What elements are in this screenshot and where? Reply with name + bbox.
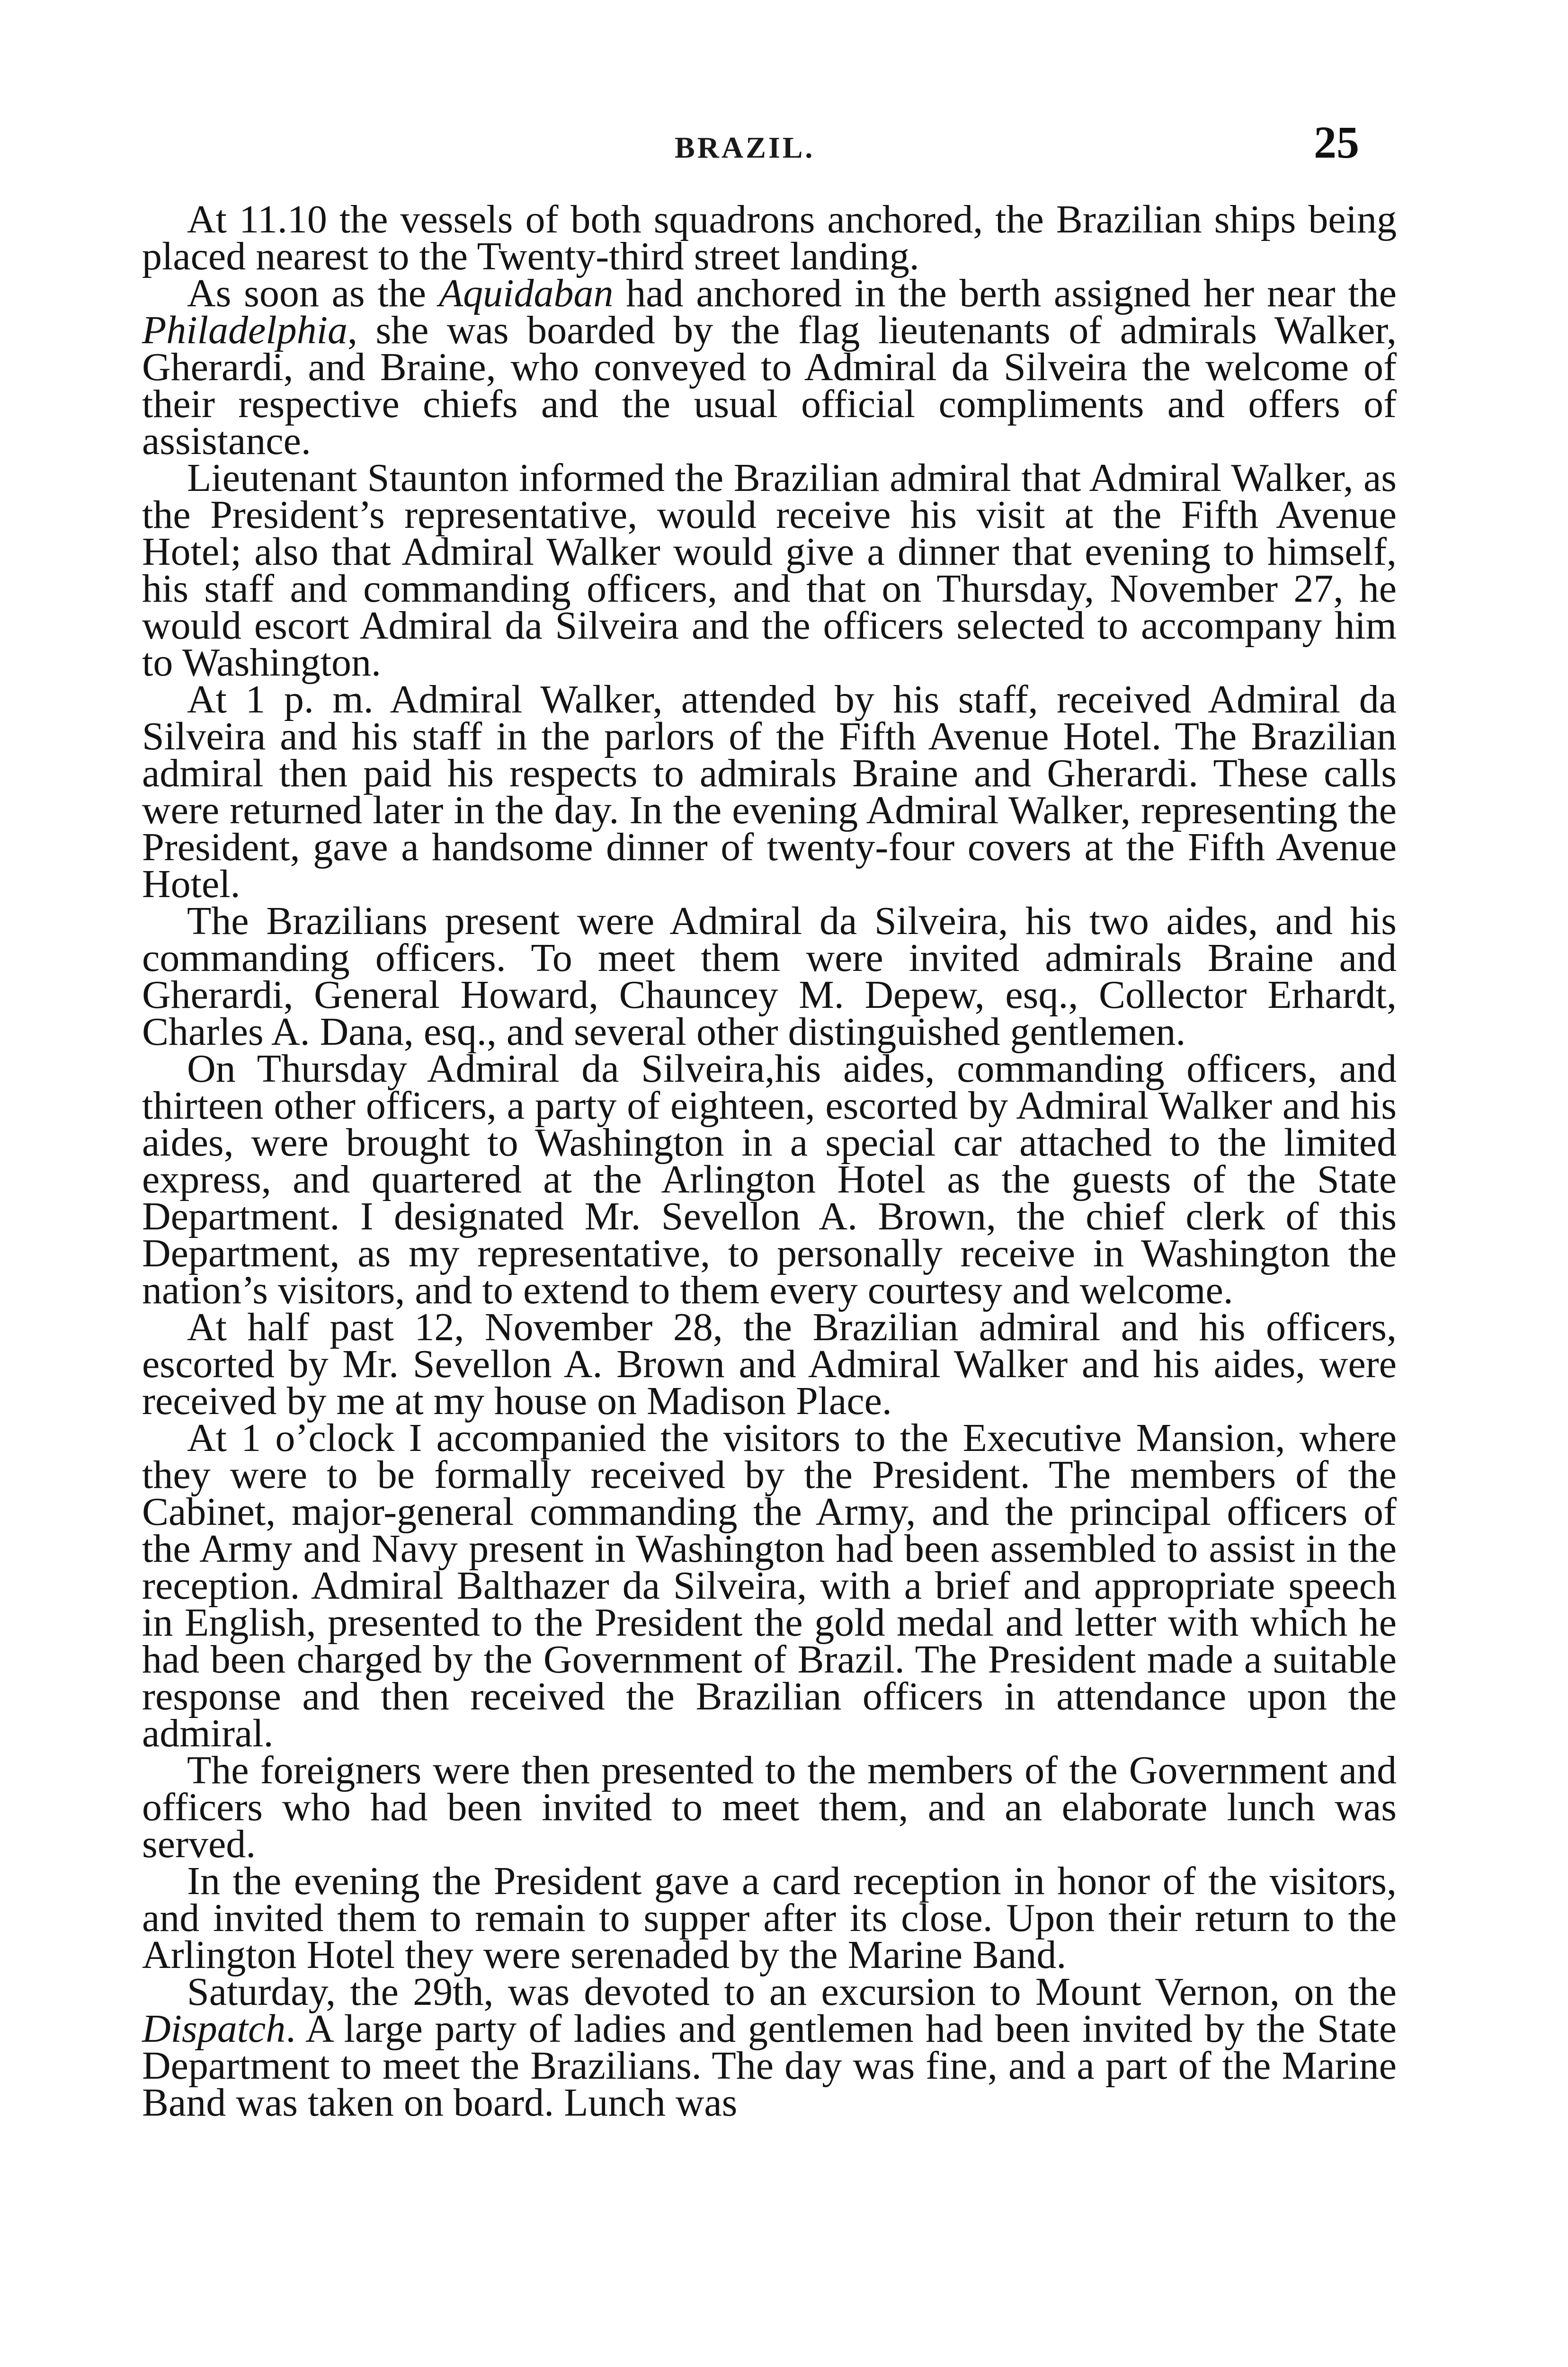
paragraph bbox=[142, 1748, 1397, 1866]
text-run: In the evening the President gave a card reception in honor of the visitors, and invited them to remain to supper after its close. Upon their return to the Arlington Hotel they were serenaded by the Marine Band. bbox=[142, 1859, 1397, 1977]
paragraph bbox=[142, 899, 1397, 1054]
text-run: At half past 12, November 28, the Brazilian admiral and his officers, escorted by Mr. Sevellon A. Brown and Admiral Walker and his aides, were received by me at my house on Madison Place. bbox=[142, 1305, 1397, 1423]
paragraph bbox=[142, 677, 1397, 906]
text-run: The foreigners were then presented to the members of the Government and officers who had been invited to meet them, and an elaborate lunch was served. bbox=[142, 1748, 1397, 1866]
paragraph bbox=[142, 1305, 1397, 1423]
text-run: At 1 p. m. Admiral Walker, attended by his staff, received Admiral da Silveira and his staff in the parlors of the Fifth Avenue Hotel. The Brazilian admiral then paid his respects to admirals Braine and Gherardi. These calls were returned later in the day. In the evening Admiral Walker, representing the President, gave a handsome dinner of twenty-four covers at the Fifth Avenue Hotel. bbox=[142, 677, 1397, 906]
italic-text: Dispatch bbox=[142, 2007, 286, 2051]
text-run: At 11.10 the vessels of both squadrons anchored, the Brazilian ships being placed nearest to the Twenty-third street landing. bbox=[142, 197, 1397, 278]
text-run: Saturday, the 29th, was devoted to an excursion to Mount Vernon, on the bbox=[187, 1970, 1397, 2014]
paragraph bbox=[142, 271, 1397, 463]
paragraph bbox=[142, 456, 1397, 685]
text-run: The Brazilians present were Admiral da Silveira, his two aides, and his commanding officers. To meet them were invited admirals Braine and Gherardi, General Howard, Chauncey M. Depew, esq., Collector Erhardt, Charles A. Dana, esq., and several other distinguished gentlemen. bbox=[142, 899, 1397, 1054]
text-run: On Thursday Admiral da Silveira,his aides, commanding officers, and thirteen other officers, a party of eighteen, escorted by Admiral Walker and his aides, were brought to Washington in a special car attached to the limited express, and quartered at the Arlington Hotel as the guests of the State Department. I designated Mr. Sevellon A. Brown, the chief clerk of this Department, as my representative, to personally receive in Washington the nation’s visitors, and to extend to them every courtesy and welcome. bbox=[142, 1047, 1397, 1312]
paragraph bbox=[142, 1416, 1397, 1755]
paragraph bbox=[142, 1970, 1397, 2125]
paragraph bbox=[142, 1047, 1397, 1312]
body-text bbox=[142, 197, 1397, 2125]
text-run: As soon as the bbox=[187, 271, 439, 315]
text-run: At 1 o’clock I accompanied the visitors to the Executive Mansion, where they were to be formally received by the President. The members of the Cabinet, major-general commanding the Army, and the principal officers of the Army and Navy present in Washington had been assembled to assist in the reception. Admiral Balthazer da Silveira, with a brief and appropriate speech in English, presented to the President the gold medal and letter with which he had been charged by the Government of Brazil. The President made a suitable response and then received the Brazilian officers in attendance upon the admiral. bbox=[142, 1416, 1397, 1755]
text-run: . A large party of ladies and gentlemen had been invited by the State Department to meet the Brazilians. The day was fine, and a part of the Marine Band was taken on board. Lunch was bbox=[142, 2007, 1397, 2125]
text-run: Lieutenant Staunton informed the Brazilian admiral that Admiral Walker, as the President’s representative, would receive his visit at the Fifth Avenue Hotel; also that Admiral Walker would give a dinner that evening to himself, his staff and commanding officers, and that on Thursday, November 27, he would escort Admiral da Silveira and the officers selected to accompany him to Washington. bbox=[142, 456, 1397, 685]
text-run: , she was boarded by the flag lieutenants of admirals Walker, Gherardi, and Braine, who conveyed to Admiral da Silveira the welcome of their respective chiefs and the usual official compliments and offers of assistance. bbox=[142, 308, 1397, 463]
paragraph bbox=[142, 197, 1397, 278]
text-run: had anchored in the berth assigned her near the bbox=[613, 271, 1397, 315]
italic-text: Philadelphia bbox=[142, 308, 347, 352]
running-head: BRAZIL. bbox=[675, 131, 815, 164]
italic-text: Aquidaban bbox=[438, 271, 614, 315]
page-number: 25 bbox=[1314, 117, 1359, 168]
paragraph bbox=[142, 1859, 1397, 1977]
